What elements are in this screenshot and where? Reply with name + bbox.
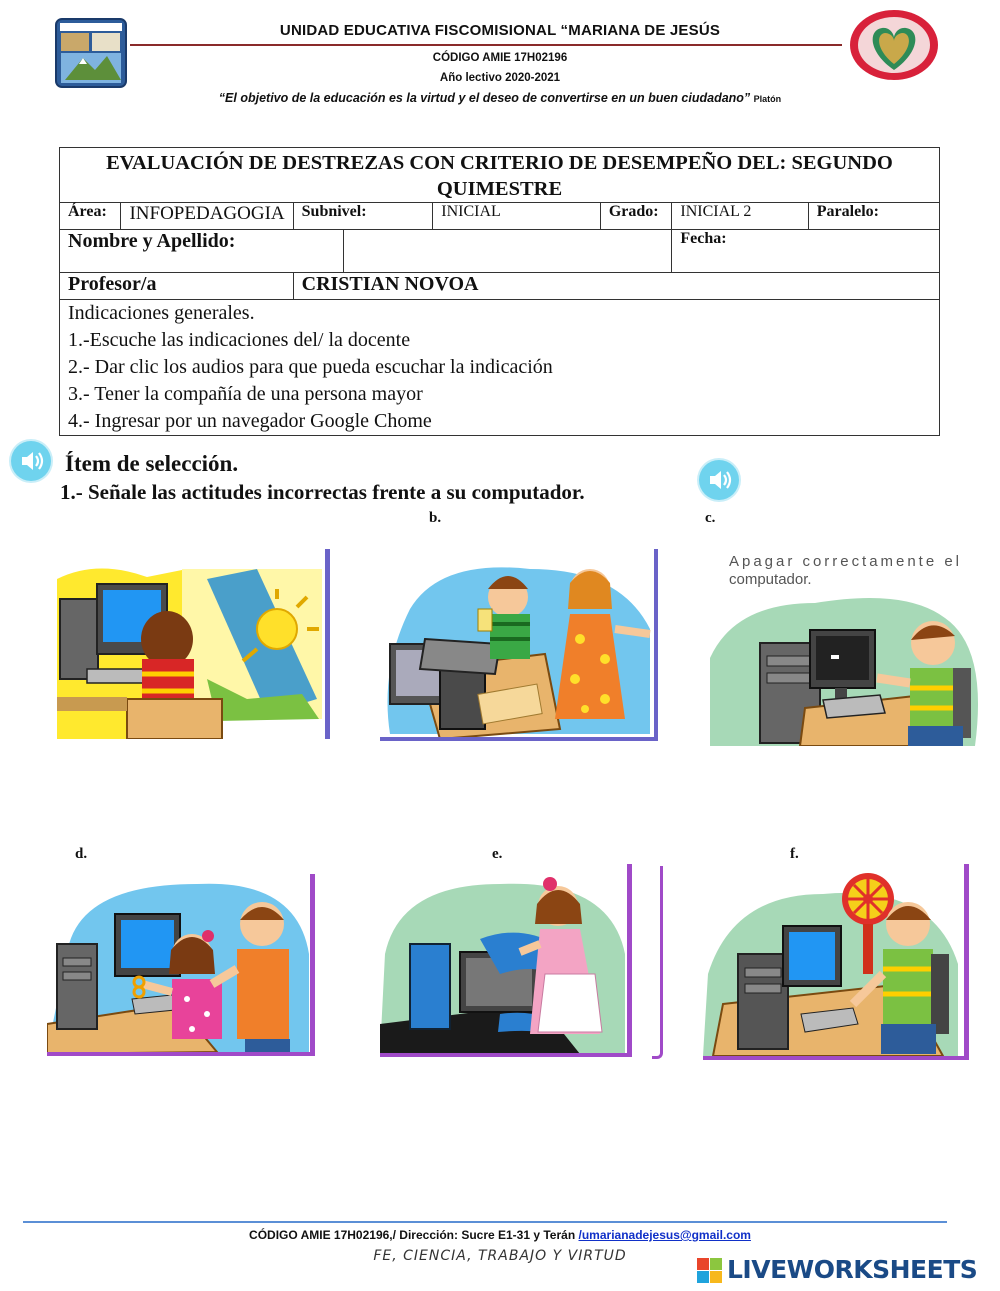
grado-value: INICIAL 2 <box>672 203 808 230</box>
footer-divider <box>23 1221 947 1223</box>
area-label: Área: <box>60 203 121 230</box>
image-c-caption-line-1: Apagar correctamente el <box>729 553 959 570</box>
subnivel-label: Subnivel: <box>293 203 433 230</box>
section-title: Ítem de selección. <box>65 451 239 476</box>
question-1: 1.- Señale las actitudes incorrectas frente a su computador. <box>60 480 585 504</box>
option-letter-b: b. <box>429 510 442 526</box>
option-image-f[interactable] <box>703 864 969 1060</box>
profesor-value: CRISTIAN NOVOA <box>293 273 939 300</box>
school-quote <box>0 91 1000 105</box>
liveworksheets-text: LIVEWORKSHEETS <box>727 1255 978 1284</box>
fecha-label: Fecha: <box>672 230 940 273</box>
option-image-c[interactable] <box>705 548 988 746</box>
indication-line: Indicaciones generales. <box>68 302 255 324</box>
heart-logo-icon <box>848 8 940 82</box>
speaker-icon[interactable] <box>699 460 739 500</box>
footer-address <box>0 1228 1000 1242</box>
indication-line: 2.- Dar clic los audios para que pueda escuchar la indicación <box>68 356 553 378</box>
footer-address-text: CÓDIGO AMIE 17H02196,/ Dirección: Sucre E1-31 y Terán <box>249 1228 576 1242</box>
indications-cell <box>60 300 940 436</box>
nombre-field[interactable] <box>343 230 672 273</box>
paralelo-label: Paralelo: <box>808 203 939 230</box>
image-c-caption-line-2: computador. <box>729 571 812 588</box>
header-divider <box>130 44 842 46</box>
quote-text: “El objetivo de la educación es la virtud y el deseo de convertirse en un buen ciudadano” <box>218 91 751 105</box>
nombre-label: Nombre y Apellido: <box>60 230 344 273</box>
school-code: CÓDIGO AMIE 17H02196 <box>432 52 568 64</box>
option-image-a[interactable] <box>57 549 330 739</box>
footer-email-link[interactable]: /umarianadejesus@gmail.com <box>578 1228 751 1242</box>
school-motto: FE, CIENCIA, TRABAJO Y VIRTUD <box>373 1248 627 1264</box>
option-letter-d: d. <box>75 846 88 862</box>
option-image-d[interactable] <box>47 874 315 1056</box>
option-letter-c: c. <box>705 510 716 526</box>
area-value: INFOPEDAGOGIA <box>121 203 293 230</box>
school-year: Año lectivo 2020-2021 <box>439 72 561 84</box>
indication-line: 3.- Tener la compañía de una persona mayor <box>68 383 423 405</box>
grado-label: Grado: <box>600 203 672 230</box>
option-letter-f: f. <box>790 846 799 862</box>
speaker-icon[interactable] <box>11 441 51 481</box>
option-image-e[interactable] <box>380 864 632 1057</box>
school-name: UNIDAD EDUCATIVA FISCOMISIONAL “MARIANA DE JESÚS <box>279 22 721 39</box>
evaluation-title: EVALUACIÓN DE DESTREZAS CON CRITERIO DE DESEMPEÑO DEL: SEGUNDO QUIMESTRE <box>60 148 940 203</box>
liveworksheets-brand <box>697 1255 997 1285</box>
indication-line: 4.- Ingresar por un navegador Google Chome <box>68 410 432 432</box>
option-letter-e: e. <box>492 846 503 862</box>
option-image-b[interactable] <box>380 549 658 741</box>
liveworksheets-logo-icon <box>697 1258 723 1284</box>
subnivel-value: INICIAL <box>433 203 601 230</box>
evaluation-table <box>59 147 940 436</box>
indication-line: 1.-Escuche las indicaciones del/ la docente <box>68 329 411 351</box>
image-f-left-border <box>652 866 663 1059</box>
quote-author: Platón <box>753 94 782 104</box>
profesor-label: Profesor/a <box>60 273 294 300</box>
